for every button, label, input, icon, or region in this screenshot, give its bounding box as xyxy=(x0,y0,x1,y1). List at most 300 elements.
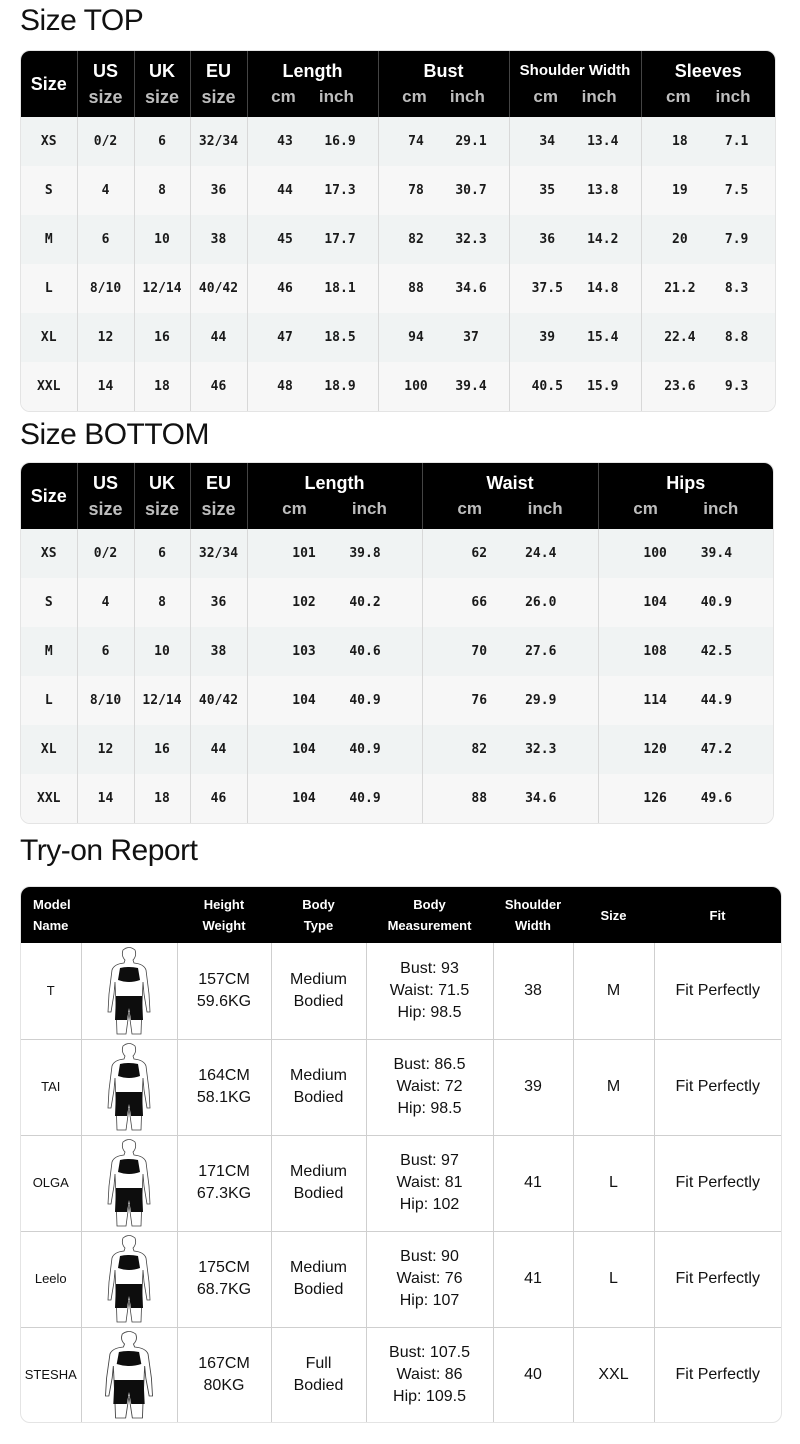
model-name-cell: OLGA xyxy=(21,1135,81,1231)
hips-inch: 47.2 xyxy=(700,742,733,757)
size-bottom-row xyxy=(21,774,773,823)
height-value: 167CM xyxy=(198,1354,250,1372)
fit-cell: Fit Perfectly xyxy=(654,1039,781,1135)
eu-size-cell: 32/34 xyxy=(190,117,247,166)
us-size-cell: 4 xyxy=(77,578,134,627)
header-length: Length cm inch xyxy=(247,463,422,529)
eu-size-cell: 32/34 xyxy=(190,529,247,578)
sleeves-inch: 7.1 xyxy=(724,134,749,149)
body-type-line: Bodied xyxy=(293,1281,344,1298)
height-value: 157CM xyxy=(198,970,250,988)
us-size-cell: 6 xyxy=(77,627,134,676)
header-bust: Bust cm inch xyxy=(378,51,509,117)
bust-inch: 37 xyxy=(463,330,479,345)
hips-inch: 49.6 xyxy=(700,791,733,806)
height-weight-cell xyxy=(177,1327,271,1422)
size-top-header-row xyxy=(21,51,775,117)
length-cm: 102 xyxy=(292,595,316,610)
body-type-line: Bodied xyxy=(293,992,344,1010)
header-fit: Fit xyxy=(654,887,781,943)
sleeves-cm: 19 xyxy=(672,183,688,198)
sleeves-inch: 7.5 xyxy=(724,183,749,198)
length-cm: 103 xyxy=(292,644,316,659)
length-cm: 104 xyxy=(292,693,316,708)
shoulder-width-cell: 41 xyxy=(493,1231,573,1327)
hips-cell xyxy=(598,627,773,676)
length-cm: 104 xyxy=(292,742,316,757)
sleeves-inch: 7.9 xyxy=(724,232,749,247)
waist-cm: 70 xyxy=(471,644,488,659)
eu-size-cell: 38 xyxy=(190,215,247,264)
weight-value: 59.6KG xyxy=(196,992,252,1010)
shoulder-width-cell xyxy=(509,313,641,362)
us-size-cell: 14 xyxy=(77,774,134,823)
shoulder-width-cell xyxy=(509,166,641,215)
length-cell xyxy=(247,166,378,215)
shoulder-width-inch: 15.9 xyxy=(587,379,619,394)
header-shoulder-width: Shoulder Width xyxy=(493,887,573,943)
bust-value: Bust: 107.5 xyxy=(389,1343,470,1361)
bust-cell xyxy=(378,215,509,264)
report-row xyxy=(21,1327,781,1422)
header-size: Size xyxy=(21,51,77,117)
hip-value: Hip: 107 xyxy=(399,1292,460,1309)
bust-inch: 39.4 xyxy=(455,379,487,394)
sleeves-cell xyxy=(641,117,775,166)
bust-value: Bust: 97 xyxy=(400,1152,459,1169)
bust-cm: 88 xyxy=(408,281,424,296)
weight-value: 67.3KG xyxy=(196,1185,252,1202)
waist-cm: 82 xyxy=(471,742,488,757)
waist-inch: 27.6 xyxy=(525,644,557,659)
size-cell: M xyxy=(573,943,654,1039)
body-type-line: Bodied xyxy=(293,1185,344,1202)
length-inch: 18.9 xyxy=(324,379,356,394)
length-inch: 40.9 xyxy=(349,693,381,708)
waist-value: Waist: 76 xyxy=(396,1270,463,1287)
length-cm: 104 xyxy=(292,791,316,806)
sleeves-inch: 8.8 xyxy=(724,330,749,345)
length-cm: 101 xyxy=(292,546,316,561)
shoulder-width-inch: 13.4 xyxy=(587,134,619,149)
header-sleeves: Sleeves cm inch xyxy=(641,51,775,117)
shoulder-width-cell xyxy=(509,362,641,411)
bust-cell xyxy=(378,362,509,411)
header-shoulder-width: Shoulder Width cm inch xyxy=(509,51,641,117)
bust-value: Bust: 93 xyxy=(400,959,459,977)
hips-inch: 42.5 xyxy=(700,644,733,659)
model-name-cell: T xyxy=(21,943,81,1039)
size-cell: XXL xyxy=(21,774,77,823)
waist-cell xyxy=(422,774,598,823)
hips-cell xyxy=(598,529,773,578)
height-value: 175CM xyxy=(198,1259,250,1276)
uk-size-cell: 8 xyxy=(134,578,190,627)
waist-cell xyxy=(422,725,598,774)
report-row xyxy=(21,1039,781,1135)
length-cell xyxy=(247,117,378,166)
waist-value: Waist: 81 xyxy=(396,1174,463,1191)
size-bottom-title: Size BOTTOM xyxy=(20,418,209,451)
sleeves-cell xyxy=(641,362,775,411)
shoulder-width-cell: 40 xyxy=(493,1327,573,1422)
length-cell xyxy=(247,725,422,774)
model-figure-icon xyxy=(97,1234,161,1324)
body-type-cell xyxy=(271,943,366,1039)
sleeves-inch: 8.3 xyxy=(724,281,749,296)
bust-inch: 29.1 xyxy=(455,134,487,149)
size-cell: L xyxy=(21,264,77,313)
body-type-cell xyxy=(271,1231,366,1327)
hip-value: Hip: 98.5 xyxy=(397,1100,462,1117)
hips-cm: 120 xyxy=(643,742,667,757)
sleeves-cm: 18 xyxy=(672,134,688,149)
sleeves-cell xyxy=(641,166,775,215)
length-cm: 46 xyxy=(277,281,293,296)
bust-cm: 78 xyxy=(408,183,424,198)
length-inch: 39.8 xyxy=(349,546,381,561)
size-cell: XL xyxy=(21,313,77,362)
header-size: Size xyxy=(573,887,654,943)
body-type-line: Medium xyxy=(290,1163,347,1180)
body-type-line: Full xyxy=(305,1354,332,1372)
bust-cell xyxy=(378,117,509,166)
eu-size-cell: 36 xyxy=(190,166,247,215)
uk-size-cell: 6 xyxy=(134,529,190,578)
size-cell: XS xyxy=(21,117,77,166)
waist-value: Waist: 72 xyxy=(396,1078,463,1095)
bust-cell xyxy=(378,313,509,362)
size-top-row xyxy=(21,166,775,215)
shoulder-width-cm: 36 xyxy=(539,232,556,247)
body-type-cell xyxy=(271,1327,366,1422)
model-name-cell: TAI xyxy=(21,1039,81,1135)
size-bottom-table-wrap xyxy=(20,462,774,824)
try-on-report-title: Try-on Report xyxy=(20,834,198,867)
hips-cell xyxy=(598,578,773,627)
body-type-line: Medium xyxy=(290,1067,347,1084)
shoulder-width-cm: 35 xyxy=(539,183,556,198)
size-top-table-wrap xyxy=(20,50,776,412)
fit-cell: Fit Perfectly xyxy=(654,1231,781,1327)
waist-cm: 62 xyxy=(471,546,488,561)
hips-cm: 100 xyxy=(643,546,667,561)
shoulder-width-cell xyxy=(509,264,641,313)
size-cell: L xyxy=(573,1135,654,1231)
size-top-row xyxy=(21,215,775,264)
us-size-cell: 12 xyxy=(77,725,134,774)
uk-size-cell: 18 xyxy=(134,774,190,823)
height-weight-cell xyxy=(177,1039,271,1135)
header-uk-size: UK size xyxy=(134,51,190,117)
shoulder-width-cm: 39 xyxy=(539,330,556,345)
model-name-cell: Leelo xyxy=(21,1231,81,1327)
shoulder-width-inch: 14.8 xyxy=(587,281,619,296)
size-cell: L xyxy=(21,676,77,725)
body-type-line: Bodied xyxy=(293,1376,344,1394)
header-body-measurement: Body Measurement xyxy=(366,887,493,943)
uk-size-cell: 16 xyxy=(134,313,190,362)
size-cell: XXL xyxy=(573,1327,654,1422)
bust-cm: 100 xyxy=(404,379,428,394)
us-size-cell: 0/2 xyxy=(77,117,134,166)
header-us-size: US size xyxy=(77,51,134,117)
waist-cell xyxy=(422,627,598,676)
bust-inch: 30.7 xyxy=(455,183,487,198)
length-cm: 43 xyxy=(277,134,293,149)
hips-cm: 114 xyxy=(643,693,667,708)
length-cm: 44 xyxy=(277,183,293,198)
header-us-size: US size xyxy=(77,463,134,529)
eu-size-cell: 36 xyxy=(190,578,247,627)
size-bottom-row xyxy=(21,578,773,627)
size-bottom-row xyxy=(21,725,773,774)
model-name-cell: STESHA xyxy=(21,1327,81,1422)
report-row xyxy=(21,1231,781,1327)
size-cell: M xyxy=(21,627,77,676)
length-cell xyxy=(247,676,422,725)
sleeves-cm: 23.6 xyxy=(664,379,696,394)
length-inch: 40.9 xyxy=(349,791,381,806)
hips-cm: 108 xyxy=(643,644,667,659)
waist-cm: 66 xyxy=(471,595,488,610)
model-figure-cell xyxy=(81,1135,177,1231)
height-weight-cell xyxy=(177,1135,271,1231)
waist-cell xyxy=(422,529,598,578)
uk-size-cell: 12/14 xyxy=(134,676,190,725)
model-figure-icon xyxy=(97,1138,161,1228)
sleeves-cm: 22.4 xyxy=(664,330,696,345)
length-inch: 18.1 xyxy=(324,281,356,296)
length-cell xyxy=(247,627,422,676)
model-figure-cell xyxy=(81,943,177,1039)
size-cell: XL xyxy=(21,725,77,774)
length-cell xyxy=(247,578,422,627)
hips-cell xyxy=(598,676,773,725)
shoulder-width-cell xyxy=(509,215,641,264)
length-cell xyxy=(247,215,378,264)
length-inch: 17.3 xyxy=(324,183,356,198)
length-inch: 40.6 xyxy=(349,644,381,659)
model-figure-icon xyxy=(97,946,161,1036)
eu-size-cell: 46 xyxy=(190,774,247,823)
length-inch: 18.5 xyxy=(324,330,356,345)
us-size-cell: 8/10 xyxy=(77,264,134,313)
model-figure-cell xyxy=(81,1327,177,1422)
fit-cell: Fit Perfectly xyxy=(675,1365,760,1383)
sleeves-cell xyxy=(641,215,775,264)
size-cell: M xyxy=(21,215,77,264)
size-bottom-row xyxy=(21,676,773,725)
eu-size-cell: 40/42 xyxy=(190,264,247,313)
hips-inch: 39.4 xyxy=(700,546,733,561)
model-figure-icon xyxy=(97,1330,161,1420)
header-body-type: Body Type xyxy=(271,887,366,943)
size-top-table xyxy=(21,51,775,411)
length-inch: 17.7 xyxy=(324,232,356,247)
shoulder-width-cm: 40.5 xyxy=(531,379,563,394)
body-type-line: Bodied xyxy=(293,1089,344,1106)
hips-cm: 104 xyxy=(643,595,667,610)
header-uk-size: UK size xyxy=(134,463,190,529)
report-row xyxy=(21,943,781,1039)
fit-cell: Fit Perfectly xyxy=(654,1135,781,1231)
waist-value: Waist: 86 xyxy=(396,1365,463,1383)
size-cell: S xyxy=(21,578,77,627)
report-row xyxy=(21,1135,781,1231)
waist-cm: 88 xyxy=(471,791,488,806)
body-type-cell xyxy=(271,1039,366,1135)
header-eu-size: EU size xyxy=(190,51,247,117)
shoulder-width-cell: 39 xyxy=(493,1039,573,1135)
shoulder-width-cell: 41 xyxy=(493,1135,573,1231)
weight-value: 68.7KG xyxy=(196,1281,252,1298)
eu-size-cell: 40/42 xyxy=(190,676,247,725)
waist-value: Waist: 71.5 xyxy=(389,981,470,999)
hips-cm: 126 xyxy=(643,791,667,806)
hip-value: Hip: 109.5 xyxy=(393,1387,466,1405)
uk-size-cell: 6 xyxy=(134,117,190,166)
size-top-row xyxy=(21,117,775,166)
height-value: 164CM xyxy=(198,1067,250,1084)
us-size-cell: 12 xyxy=(77,313,134,362)
hips-cell xyxy=(598,774,773,823)
model-figure-icon xyxy=(97,1042,161,1132)
uk-size-cell: 8 xyxy=(134,166,190,215)
size-cell: S xyxy=(21,166,77,215)
model-figure-cell xyxy=(81,1039,177,1135)
body-measurement-cell xyxy=(366,1327,493,1422)
us-size-cell: 0/2 xyxy=(77,529,134,578)
size-cell: XXL xyxy=(21,362,77,411)
weight-value: 80KG xyxy=(203,1376,245,1394)
body-measurement-cell xyxy=(366,1039,493,1135)
size-bottom-header-row xyxy=(21,463,773,529)
height-value: 171CM xyxy=(198,1163,250,1180)
shoulder-width-inch: 14.2 xyxy=(587,232,619,247)
body-measurement-cell xyxy=(366,1135,493,1231)
us-size-cell: 14 xyxy=(77,362,134,411)
size-top-row xyxy=(21,264,775,313)
report-header-row xyxy=(21,887,781,943)
sleeves-cell xyxy=(641,264,775,313)
size-bottom-table xyxy=(21,463,773,823)
height-weight-cell xyxy=(177,943,271,1039)
hips-inch: 40.9 xyxy=(700,595,733,610)
fit-cell: Fit Perfectly xyxy=(654,943,781,1039)
length-cell xyxy=(247,313,378,362)
size-cell: M xyxy=(573,1039,654,1135)
size-bottom-row xyxy=(21,627,773,676)
uk-size-cell: 10 xyxy=(134,215,190,264)
body-measurement-cell xyxy=(366,943,493,1039)
body-type-line: Medium xyxy=(290,970,347,988)
model-figure-cell xyxy=(81,1231,177,1327)
shoulder-width-cell xyxy=(509,117,641,166)
bust-cm: 74 xyxy=(408,134,424,149)
waist-cell xyxy=(422,578,598,627)
height-weight-cell xyxy=(177,1231,271,1327)
waist-inch: 26.0 xyxy=(525,595,557,610)
waist-cell xyxy=(422,676,598,725)
length-cm: 45 xyxy=(277,232,293,247)
length-cell xyxy=(247,362,378,411)
size-top-row xyxy=(21,313,775,362)
sleeves-inch: 9.3 xyxy=(724,379,749,394)
uk-size-cell: 16 xyxy=(134,725,190,774)
bust-value: Bust: 90 xyxy=(400,1248,459,1265)
us-size-cell: 8/10 xyxy=(77,676,134,725)
weight-value: 58.1KG xyxy=(196,1089,252,1106)
length-cell xyxy=(247,264,378,313)
uk-size-cell: 10 xyxy=(134,627,190,676)
shoulder-width-cm: 37.5 xyxy=(531,281,563,296)
bust-inch: 32.3 xyxy=(455,232,487,247)
length-cm: 47 xyxy=(277,330,293,345)
waist-inch: 34.6 xyxy=(525,791,557,806)
eu-size-cell: 46 xyxy=(190,362,247,411)
bust-value: Bust: 86.5 xyxy=(393,1056,466,1073)
body-type-line: Medium xyxy=(290,1259,347,1276)
size-bottom-row xyxy=(21,529,773,578)
length-inch: 40.9 xyxy=(349,742,381,757)
waist-inch: 24.4 xyxy=(525,546,557,561)
us-size-cell: 4 xyxy=(77,166,134,215)
length-inch: 40.2 xyxy=(349,595,381,610)
header-waist: Waist cm inch xyxy=(422,463,598,529)
shoulder-width-inch: 13.8 xyxy=(587,183,619,198)
hips-cell xyxy=(598,725,773,774)
header-size: Size xyxy=(21,463,77,529)
us-size-cell: 6 xyxy=(77,215,134,264)
header-length: Length cm inch xyxy=(247,51,378,117)
size-cell: L xyxy=(573,1231,654,1327)
hip-value: Hip: 98.5 xyxy=(397,1003,462,1021)
header-model-name: Model Name xyxy=(21,887,177,943)
hips-inch: 44.9 xyxy=(700,693,733,708)
header-eu-size: EU size xyxy=(190,463,247,529)
try-on-report-table-wrap xyxy=(20,886,782,1423)
size-top-title: Size TOP xyxy=(20,4,144,37)
sleeves-cell xyxy=(641,313,775,362)
body-type-cell xyxy=(271,1135,366,1231)
eu-size-cell: 38 xyxy=(190,627,247,676)
header-height-weight: Height Weight xyxy=(177,887,271,943)
length-inch: 16.9 xyxy=(324,134,356,149)
bust-cell xyxy=(378,166,509,215)
length-cm: 48 xyxy=(277,379,293,394)
length-cell xyxy=(247,774,422,823)
bust-cm: 94 xyxy=(408,330,424,345)
bust-inch: 34.6 xyxy=(455,281,487,296)
uk-size-cell: 12/14 xyxy=(134,264,190,313)
hip-value: Hip: 102 xyxy=(399,1196,460,1213)
sleeves-cm: 20 xyxy=(672,232,688,247)
bust-cell xyxy=(378,264,509,313)
header-hips: Hips cm inch xyxy=(598,463,773,529)
sleeves-cm: 21.2 xyxy=(664,281,696,296)
try-on-report-table xyxy=(21,887,781,1422)
bust-cm: 82 xyxy=(408,232,424,247)
size-top-row xyxy=(21,362,775,411)
shoulder-width-inch: 15.4 xyxy=(587,330,619,345)
eu-size-cell: 44 xyxy=(190,725,247,774)
uk-size-cell: 18 xyxy=(134,362,190,411)
body-measurement-cell xyxy=(366,1231,493,1327)
shoulder-width-cm: 34 xyxy=(539,134,556,149)
size-cell: XS xyxy=(21,529,77,578)
length-cell xyxy=(247,529,422,578)
